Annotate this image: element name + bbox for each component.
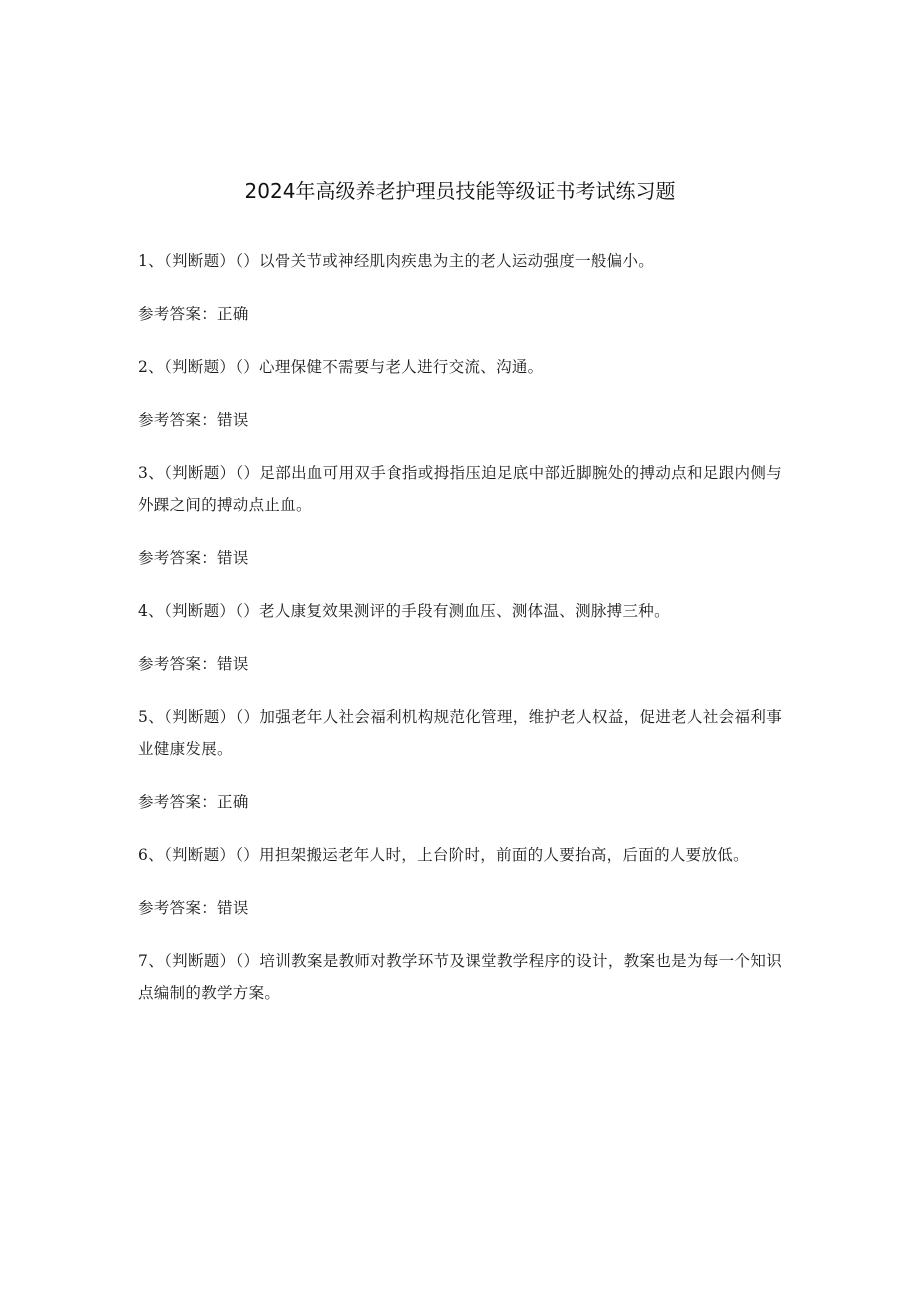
question-item-3 — [138, 457, 782, 595]
question-text: 1、（判断题）（）以骨关节或神经肌肉疾患为主的老人运动强度一般偏小。 — [138, 252, 655, 270]
answer-prefix: 参考答案： — [138, 305, 218, 323]
answer-value: 错误 — [217, 655, 249, 673]
answer-value: 正确 — [217, 305, 249, 323]
question-item-2 — [138, 351, 782, 457]
question-item-5 — [138, 701, 782, 839]
answer-prefix: 参考答案： — [138, 793, 218, 811]
question-item-4 — [138, 595, 782, 701]
question-text: 4、（判断题）（）老人康复效果测评的手段有测血压、测体温、测脉搏三种。 — [138, 602, 670, 620]
answer-line — [138, 298, 782, 330]
question-list — [138, 245, 782, 1009]
question-item-1 — [138, 245, 782, 351]
answer-prefix: 参考答案： — [138, 899, 218, 917]
answer-line — [138, 892, 782, 924]
answer-value: 错误 — [217, 549, 249, 567]
question-text: 5、（判断题）（）加强老年人社会福利机构规范化管理，维护老人权益，促进老人社会福利事业健康发展。 — [138, 708, 782, 758]
answer-prefix: 参考答案： — [138, 549, 218, 567]
document-title: 2024年高级养老护理员技能等级证书考试练习题 — [244, 179, 676, 203]
question-text: 6、（判断题）（）用担架搬运老年人时，上台阶时，前面的人要抬高，后面的人要放低。 — [138, 846, 749, 864]
question-text: 3、（判断题）（）足部出血可用双手食指或拇指压迫足底中部近脚腕处的搏动点和足跟内侧与外踝之间的搏动点止血。 — [138, 464, 782, 514]
question-item-6 — [138, 839, 782, 945]
answer-prefix: 参考答案： — [138, 411, 218, 429]
answer-value: 错误 — [217, 411, 249, 429]
answer-line — [138, 648, 782, 680]
question-item-7 — [138, 945, 782, 1009]
answer-line — [138, 542, 782, 574]
question-text: 2、（判断题）（）心理保健不需要与老人进行交流、沟通。 — [138, 358, 544, 376]
answer-line — [138, 404, 782, 436]
question-text: 7、（判断题）（）培训教案是教师对教学环节及课堂教学程序的设计，教案也是为每一个知识点编制的教学方案。 — [138, 952, 782, 1002]
answer-value: 错误 — [217, 899, 249, 917]
answer-line — [138, 786, 782, 818]
answer-value: 正确 — [217, 793, 249, 811]
answer-prefix: 参考答案： — [138, 655, 218, 673]
